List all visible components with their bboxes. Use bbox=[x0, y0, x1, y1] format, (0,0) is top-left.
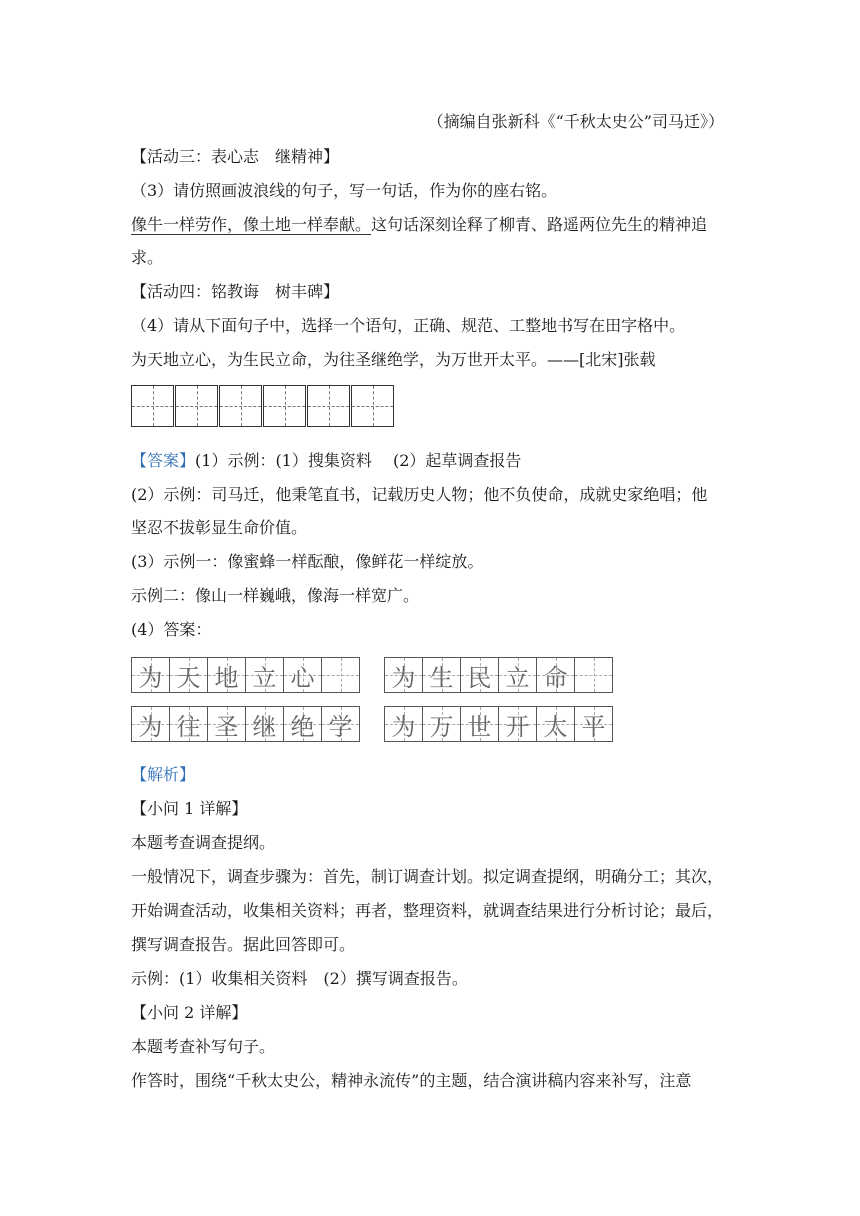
q2-p1: 本题考查补写句子。 bbox=[131, 1037, 276, 1056]
activity4-heading: 【活动四：铭教诲 树丰碑】 bbox=[131, 282, 340, 301]
activity3-question: （3）请仿照画波浪线的句子，写一句话，作为你的座右铭。 bbox=[131, 181, 558, 200]
grid-char: 地 bbox=[214, 663, 239, 692]
grid-cell bbox=[263, 385, 306, 427]
answer-a4-label: (4）答案： bbox=[131, 620, 212, 639]
activity4-question: （4）请从下面句子中，选择一个语句，正确、规范、工整地书写在田字格中。 bbox=[131, 316, 686, 335]
activity3-example-cont: 求。 bbox=[131, 248, 164, 267]
grid-char: 生 bbox=[429, 663, 454, 692]
grid-char: 开 bbox=[505, 712, 530, 741]
grid-cell bbox=[307, 385, 350, 427]
grid-char: 命 bbox=[543, 663, 568, 692]
grid-char: 天 bbox=[176, 663, 201, 692]
answer-a2-line1: (2）示例：司马迁，他秉笔直书，记载历史人物；他不负使命，成就史家绝唱；他 bbox=[131, 485, 708, 504]
q1-p1: 本题考查调查提纲。 bbox=[131, 833, 276, 852]
q1-example: 示例：(1）收集相关资料 (2）撰写调查报告。 bbox=[131, 969, 468, 988]
grid-char: 圣 bbox=[214, 712, 239, 741]
answer-grid-1 bbox=[131, 657, 359, 693]
analysis-label: 【解析】 bbox=[131, 765, 196, 784]
grid-char: 太 bbox=[543, 712, 568, 741]
q1-p2-l2: 开始调查活动，收集相关资料；再者，整理资料，就调查结果进行分析讨论；最后， bbox=[131, 901, 724, 920]
activity3-example bbox=[131, 215, 731, 235]
tianzige-practice-grid bbox=[131, 385, 395, 427]
answer-label: 【答案】 bbox=[131, 451, 196, 470]
q1-heading: 【小问 1 详解】 bbox=[131, 799, 248, 818]
grid-char: 为 bbox=[391, 712, 416, 741]
q1-p2-l3: 撰写调查报告。据此回答即可。 bbox=[131, 935, 356, 954]
grid-char: 立 bbox=[505, 663, 530, 692]
answer-a1: 【答案】(1）示例：(1）搜集资料 (2）起草调查报告 bbox=[131, 451, 522, 470]
grid-cell bbox=[131, 385, 174, 427]
activity3-example-rest: 这句话深刻诠释了柳青、路遥两位先生的精神追 bbox=[371, 215, 708, 234]
grid-char: 绝 bbox=[290, 712, 315, 741]
grid-char: 学 bbox=[328, 712, 353, 741]
grid-cell bbox=[219, 385, 262, 427]
q2-p2: 作答时，围绕“千秋太史公，精神永流传”的主题，结合演讲稿内容来补写，注意 bbox=[131, 1071, 692, 1090]
activity4-quote: 为天地立心，为生民立命，为往圣继绝学，为万世开太平。——[北宋]张载 bbox=[131, 350, 656, 369]
grid-char: 为 bbox=[391, 663, 416, 692]
wavy-underlined-sentence: 像牛一样劳作，像土地一样奉献。 bbox=[131, 215, 372, 234]
grid-cell bbox=[175, 385, 218, 427]
grid-char: 为 bbox=[138, 663, 163, 692]
grid-char: 平 bbox=[581, 712, 606, 741]
source-citation: （摘编自张新科《“千秋太史公”司马迁》） bbox=[427, 112, 724, 131]
grid-char: 世 bbox=[467, 712, 492, 741]
answer-grid-4 bbox=[384, 706, 612, 742]
grid-char: 立 bbox=[252, 663, 277, 692]
grid-char: 心 bbox=[290, 663, 315, 692]
answer-grid-2 bbox=[384, 657, 612, 693]
grid-char: 民 bbox=[467, 663, 492, 692]
grid-char: 万 bbox=[429, 712, 454, 741]
answer-grid-3 bbox=[131, 706, 359, 742]
grid-cell bbox=[351, 385, 394, 427]
grid-char: 继 bbox=[252, 712, 277, 741]
q2-heading: 【小问 2 详解】 bbox=[131, 1003, 248, 1022]
answer-a3-line2: 示例二：像山一样巍峨，像海一样宽广。 bbox=[131, 586, 420, 605]
grid-char: 为 bbox=[138, 712, 163, 741]
q1-p2-l1: 一般情况下，调查步骤为：首先，制订调查计划。拟定调查提纲，明确分工；其次， bbox=[131, 867, 724, 886]
activity3-heading: 【活动三：表心志 继精神】 bbox=[131, 147, 340, 166]
answer-a2-line2: 坚忍不拔彰显生命价值。 bbox=[131, 518, 308, 537]
grid-char: 往 bbox=[176, 712, 201, 741]
answer-a3-line1: (3）示例一：像蜜蜂一样酝酿，像鲜花一样绽放。 bbox=[131, 552, 484, 571]
